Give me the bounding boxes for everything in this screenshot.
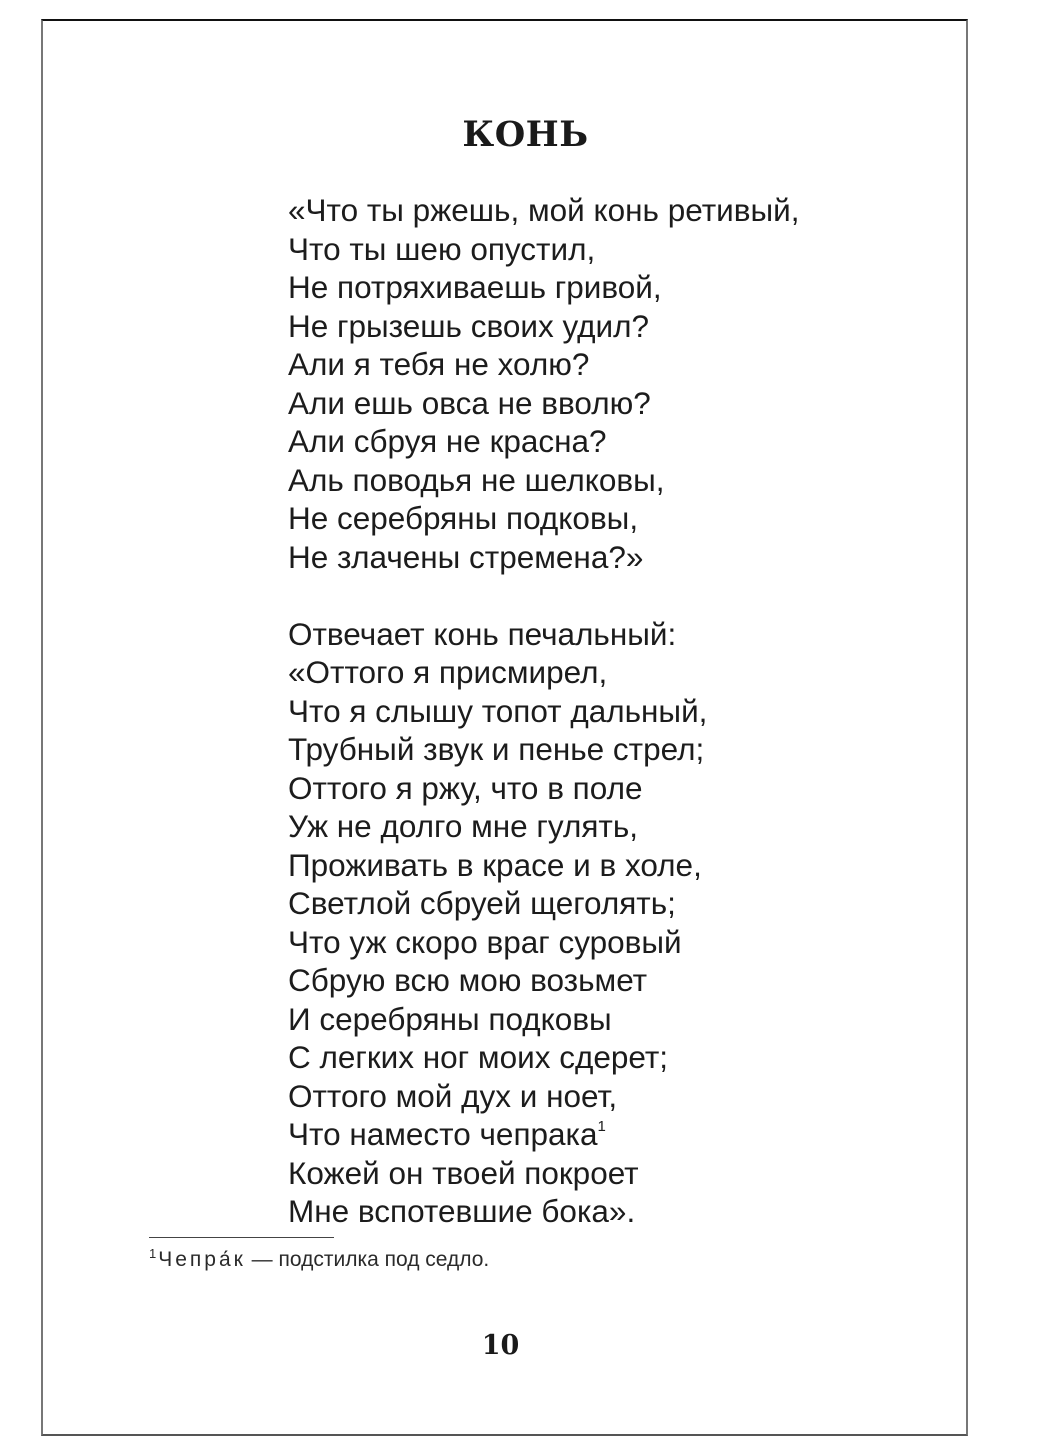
poem-line: Не серебряны подковы, (288, 500, 639, 536)
poem-line: Не злачены стремена?» (288, 538, 644, 575)
footnote-mark: 1 (149, 1246, 157, 1261)
poem-line: Сбрую всю мою возьмет (288, 962, 648, 998)
poem-line: «Оттого я присмирел, (288, 654, 608, 690)
poem-line: Что ты шею опустил, (288, 230, 596, 267)
poem-line: Али я тебя не холю? (288, 346, 590, 382)
poem-line: Трубный звук и пенье стрел; (288, 731, 705, 767)
footnote-reference[interactable]: 1 (597, 1118, 606, 1135)
poem-line: Аль поводья не шелковы, (288, 461, 665, 498)
poem-line: Оттого я ржу, что в поле (288, 769, 643, 806)
page-number: 10 (481, 1330, 520, 1361)
poem-line-with-footnote (288, 1115, 799, 1154)
poem-line: Уж не долго мне гулять, (288, 808, 639, 844)
poem-line: Что уж скоро враг суровый (288, 923, 682, 960)
poem-line: Не потряхиваешь гривой, (288, 269, 662, 305)
footnote-term: Чепра́к (158, 1248, 246, 1271)
poem-body (288, 191, 799, 1231)
poem-line: Не грызешь своих удил? (288, 307, 650, 344)
poem-line: С легких ног моих сдерет; (288, 1039, 669, 1075)
stanza-gap (288, 576, 799, 615)
footnote-definition: — подстилка под седло. (245, 1248, 490, 1271)
poem-line-text: Что наместо чепрака (288, 1116, 598, 1152)
footnote (149, 1246, 489, 1272)
stanza-2 (288, 615, 799, 1231)
poem-line: Светлой сбруей щеголять; (288, 885, 676, 921)
poem-line: Отвечает конь печальный: (288, 615, 677, 652)
poem-line: Мне вспотевшие бока». (288, 1193, 636, 1229)
poem-line: Проживать в красе и в холе, (288, 846, 702, 883)
poem-line: Али сбруя не красна? (288, 423, 607, 459)
poem-line: И серебряны подковы (288, 1000, 612, 1037)
poem-line: Что я слышу топот дальный, (288, 692, 708, 729)
stanza-1 (288, 191, 799, 576)
poem-line: Кожей он твоей покроет (288, 1154, 639, 1191)
poem-line: Али ешь овса не вволю? (288, 384, 651, 421)
poem-line: «Что ты ржешь, мой конь ретивый, (288, 192, 800, 228)
poem-title: КОНЬ (462, 114, 589, 155)
footnote-divider (149, 1237, 334, 1238)
poem-line: Оттого мой дух и ноет, (288, 1077, 618, 1114)
